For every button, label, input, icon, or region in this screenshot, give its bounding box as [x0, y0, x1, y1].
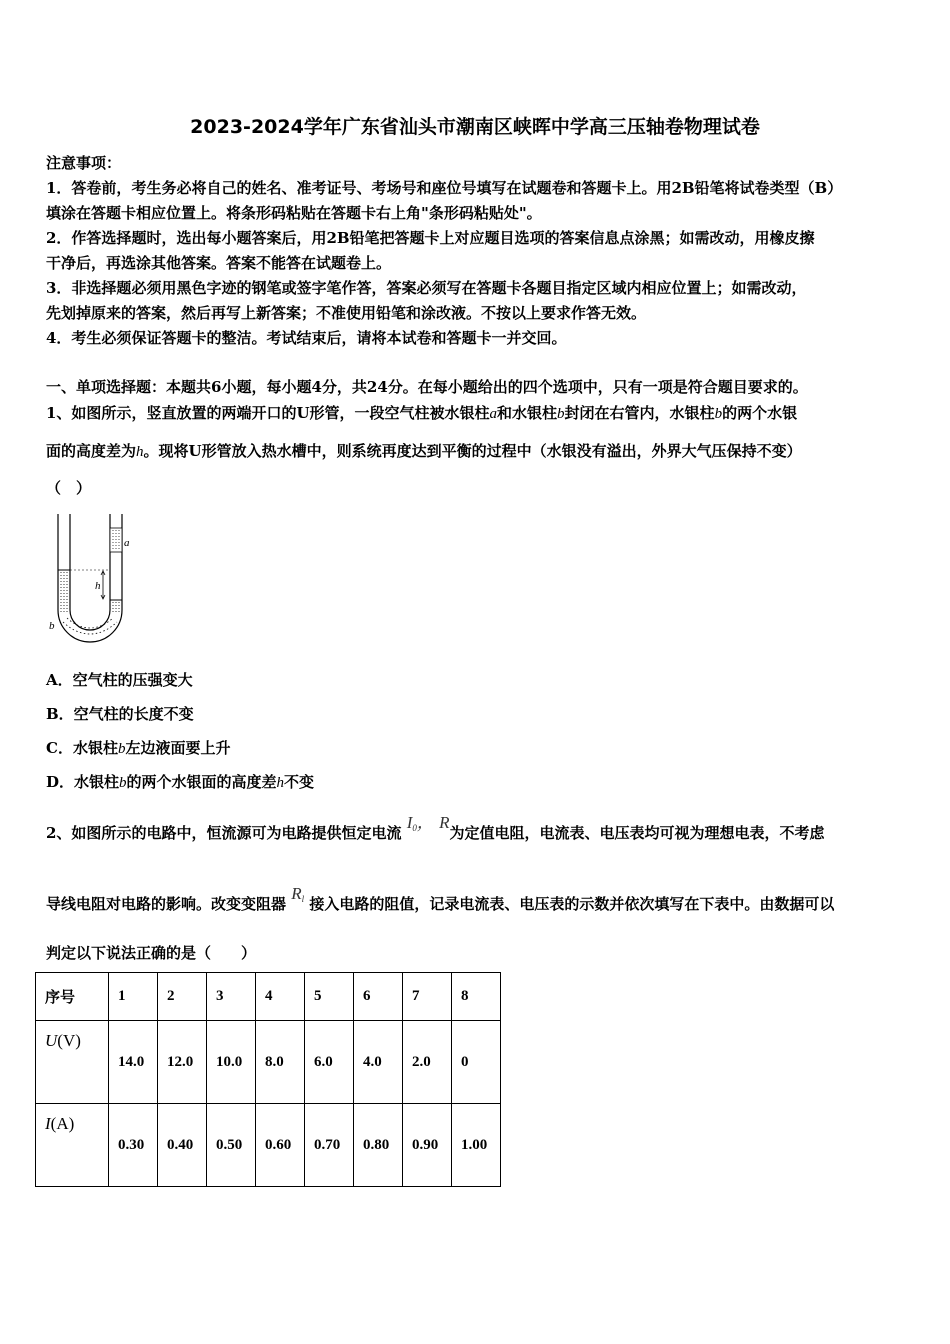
option-c[interactable]	[46, 737, 230, 758]
table-row	[36, 973, 501, 1021]
option-d-text: 的两个水银面的高度差	[126, 773, 277, 791]
section-heading: 一、单项选择题：本题共6小题，每小题4分，共24分。在每小题给出的四个选项中，只有一项是符合题目要求的。	[46, 378, 808, 396]
data-table	[35, 972, 501, 1187]
option-b[interactable]: B．空气柱的长度不变	[46, 705, 194, 723]
q1-stem-line1	[46, 402, 797, 423]
q1-text: 封闭在右管内，水银柱	[564, 404, 715, 422]
q2-stem-line2	[46, 884, 835, 914]
notice-line: 3．非选择题必须用黑色字迹的钢笔或签字笔作答，答案必须写在答题卡各题目指定区域内相应位置上；如需改动，	[46, 279, 807, 297]
option-d-text: D．水银柱	[46, 773, 120, 791]
table-cell: 2	[158, 973, 207, 1021]
var-b: b	[714, 406, 723, 422]
notice-line: 先划掉原来的答案，然后再写上新答案；不准使用铅笔和涂改液。不按以上要求作答无效。	[46, 304, 647, 322]
label-h: h	[95, 580, 101, 592]
table-header-label: 序号	[36, 973, 109, 1021]
q2-text: 接入电路的阻值，记录电流表、电压表的示数并依次填写在下表中。由数据可以	[309, 895, 835, 913]
label-b: b	[49, 620, 55, 632]
table-cell: 7	[403, 973, 452, 1021]
symbol-rl	[291, 884, 304, 903]
q1-text: 。现将U形管放入热水槽中，则系统再度达到平衡的过程中（水银没有溢出，外界大气压保持不变）	[143, 442, 802, 460]
sym-i: I	[406, 813, 413, 832]
notice-line: 干净后，再选涂其他答案。答案不能答在试题卷上。	[46, 254, 392, 272]
var-h: h	[276, 775, 285, 791]
table-cell: 0.30	[109, 1104, 158, 1187]
table-cell: 0	[452, 1021, 501, 1104]
q2-stem-line1	[46, 813, 825, 843]
option-d[interactable]	[46, 771, 314, 792]
table-cell: 14.0	[109, 1021, 158, 1104]
notice-heading: 注意事项：	[46, 154, 122, 172]
table-cell: 4.0	[354, 1021, 403, 1104]
q1-answer-blank: （ ）	[46, 479, 92, 497]
notice-line: 1．答卷前，考生务必将自己的姓名、准考证号、考场号和座位号填写在试题卷和答题卡上。用2B铅笔将试卷类型（B）	[46, 179, 843, 197]
table-cell: 6	[354, 973, 403, 1021]
table-cell: 1.00	[452, 1104, 501, 1187]
q2-text: 为定值电阻，电流表、电压表均可视为理想电表，不考虑	[449, 824, 825, 842]
label-a: a	[124, 537, 130, 549]
sym-i: I	[45, 1114, 51, 1133]
notice-line: 4．考生必须保证答题卡的整洁。考试结束后，请将本试卷和答题卡一并交回。	[46, 329, 567, 347]
table-row-label-i	[36, 1104, 109, 1187]
table-row	[36, 1021, 501, 1104]
table-cell: 0.50	[207, 1104, 256, 1187]
sym-comma: ，	[416, 813, 434, 832]
var-b: b	[117, 741, 126, 757]
table-cell: 1	[109, 973, 158, 1021]
sym-u: U	[45, 1031, 58, 1050]
var-a: a	[489, 406, 498, 422]
table-cell: 8.0	[256, 1021, 305, 1104]
q1-text: 和水银柱	[497, 404, 558, 422]
u-tube-inner	[70, 514, 110, 630]
option-c-text: C．水银柱	[46, 739, 118, 757]
q2-stem-line3: 判定以下说法正确的是（ ）	[46, 944, 257, 962]
table-cell: 0.40	[158, 1104, 207, 1187]
notice-line: 填涂在答题卡相应位置上。将条形码粘贴在答题卡右上角"条形码粘贴处"。	[46, 204, 542, 222]
table-cell: 2.0	[403, 1021, 452, 1104]
u-tube-figure	[46, 510, 136, 646]
symbol-r: R	[439, 813, 450, 832]
unit-a: (A)	[50, 1114, 75, 1133]
table-cell: 3	[207, 973, 256, 1021]
table-cell: 12.0	[158, 1021, 207, 1104]
page-title: 2023-2024学年广东省汕头市潮南区峡晖中学高三压轴卷物理试卷	[190, 116, 760, 138]
notice-line: 2．作答选择题时，选出每小题答案后，用2B铅笔把答题卡上对应题目选项的答案信息点涂黑；如需改动，用橡皮擦	[46, 229, 815, 247]
unit-v: (V)	[57, 1031, 81, 1050]
sym-r-sub: l	[301, 894, 305, 904]
q1-text: 的两个水银	[722, 404, 798, 422]
table-cell: 0.70	[305, 1104, 354, 1187]
table-cell: 8	[452, 973, 501, 1021]
var-b: b	[119, 775, 127, 791]
table-cell: 0.80	[354, 1104, 403, 1187]
table-row	[36, 1104, 501, 1187]
table-cell: 0.60	[256, 1104, 305, 1187]
table-cell: 0.90	[403, 1104, 452, 1187]
q1-text: 面的高度差为	[46, 442, 137, 460]
table-cell: 4	[256, 973, 305, 1021]
sym-i-sub: 0	[412, 823, 417, 833]
q1-text: 1、如图所示，竖直放置的两端开口的U形管，一段空气柱被水银柱	[46, 404, 490, 422]
option-c-text: 左边液面要上升	[125, 739, 231, 757]
table-cell: 6.0	[305, 1021, 354, 1104]
table-cell: 10.0	[207, 1021, 256, 1104]
option-a[interactable]: A．空气柱的压强变大	[46, 671, 193, 689]
sym-r: R	[291, 884, 302, 903]
q2-text: 2、如图所示的电路中，恒流源可为电路提供恒定电流	[46, 824, 402, 842]
q2-text: 导线电阻对电路的影响。改变变阻器	[46, 895, 287, 913]
table-row-label-u	[36, 1021, 109, 1104]
option-d-text: 不变	[284, 773, 315, 791]
var-h: h	[136, 444, 144, 460]
var-b: b	[557, 406, 565, 422]
q1-stem-line2	[46, 440, 802, 461]
symbol-i0	[407, 813, 417, 832]
table-cell: 5	[305, 973, 354, 1021]
